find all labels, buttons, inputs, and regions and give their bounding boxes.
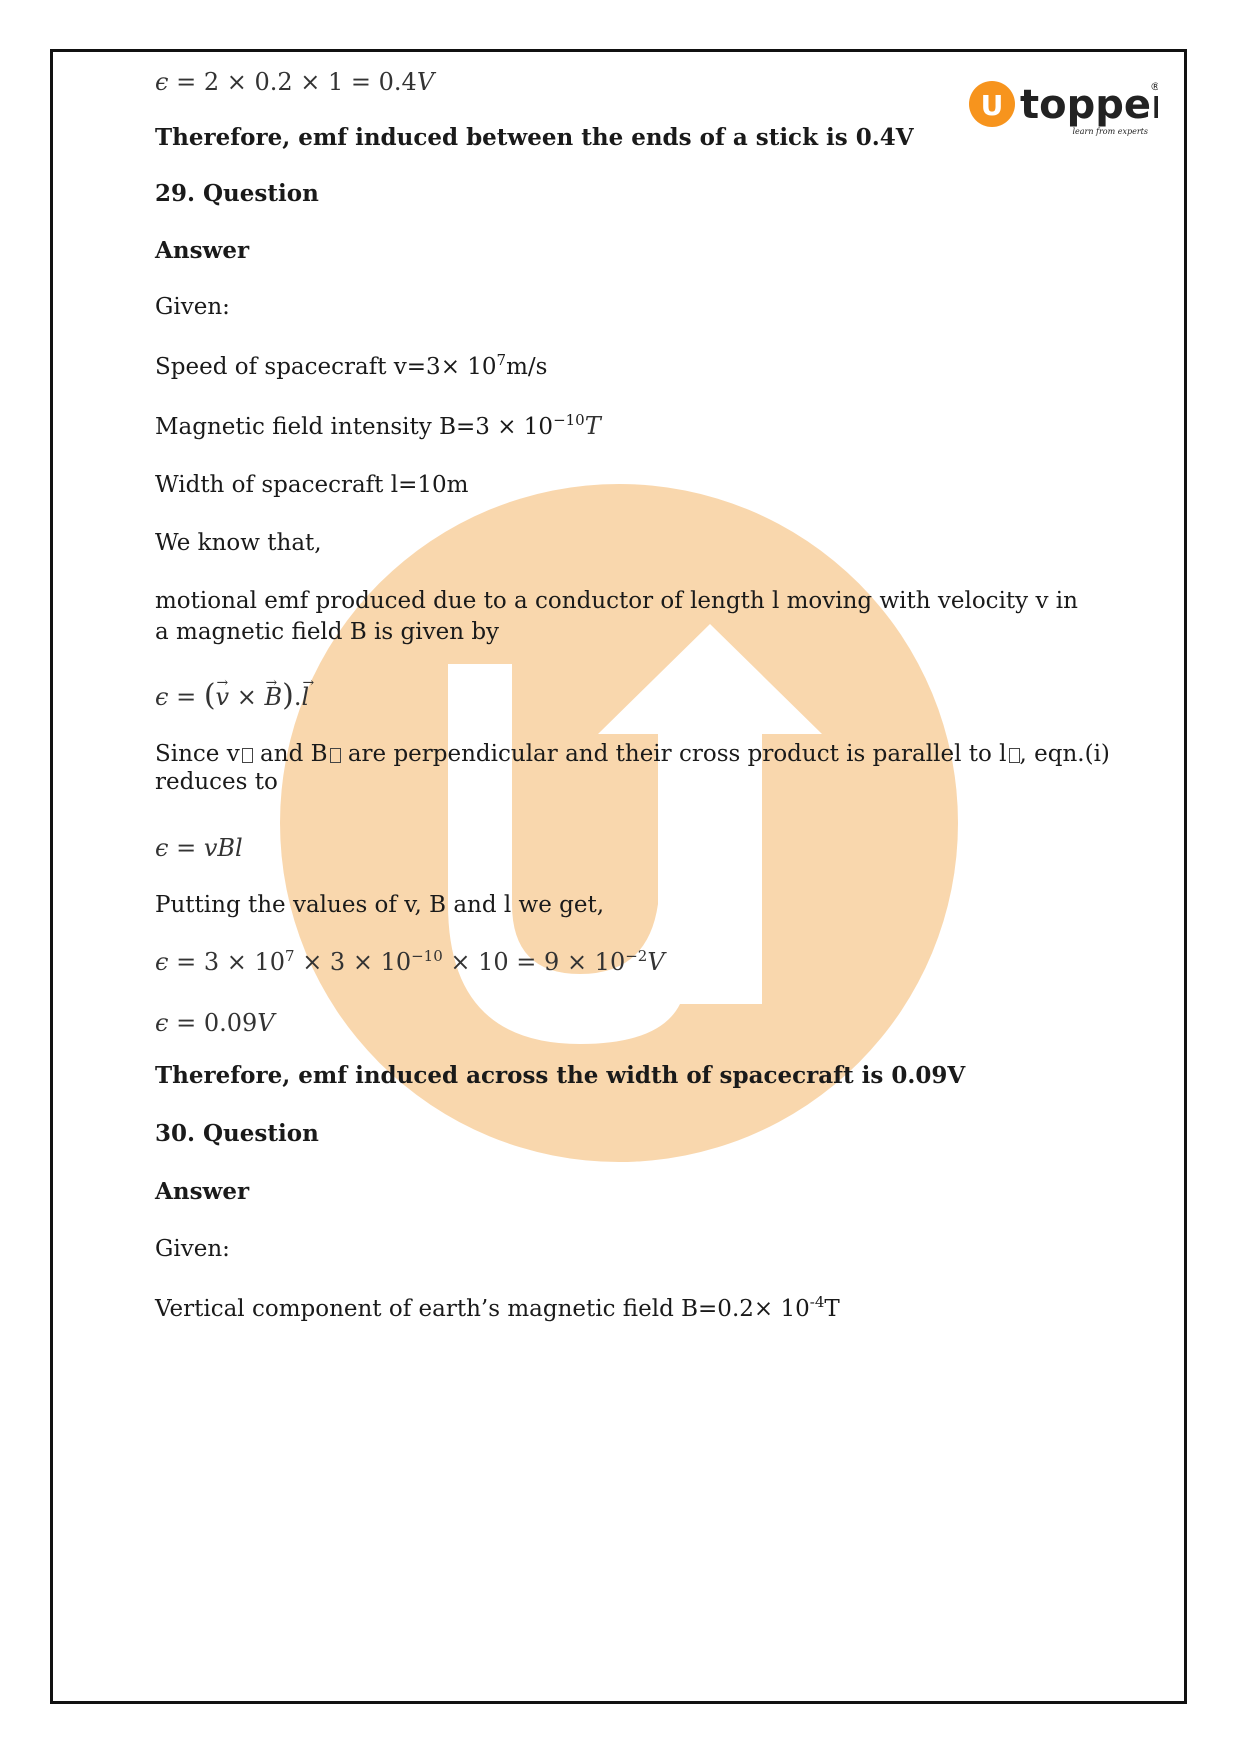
answer-29-heading: Answer xyxy=(155,237,250,264)
given-speed: Speed of spacecraft $v=3\times 10^7m/s$ xyxy=(155,351,548,380)
topper-logo-icon xyxy=(968,78,1158,142)
equation-result: ϵ = 0.09V xyxy=(155,1009,275,1037)
missing-glyph-icon xyxy=(242,748,253,763)
equation-vbl: ϵ = vBl xyxy=(155,834,243,862)
equation-cross-product: ϵ = (v → × B →).l → xyxy=(155,680,309,713)
given-vertical-component: Vertical component of earth’s magnetic field $B=0.2\times 10^{-4}T$ xyxy=(155,1293,840,1322)
we-know-that: We know that, xyxy=(155,530,322,556)
question-30-heading: 30. Question xyxy=(155,1120,319,1147)
svg-text:learn from experts: learn from experts xyxy=(1072,127,1148,136)
svg-text:topper: topper xyxy=(1020,82,1158,128)
given-width: Width of spacecraft l=10m xyxy=(155,472,469,498)
equation-calculation: $\epsilon = 3 \times 10^7 \times 3 \times 10^{-10} \times 10 = 9 \times 10^{-2}V$ xyxy=(155,947,665,976)
svg-text:U: U xyxy=(980,89,1004,122)
conclusion-spacecraft: Therefore, emf induced across the width of spacecraft is 0.09V xyxy=(155,1062,966,1089)
given-29-label: Given: xyxy=(155,294,230,320)
motional-emf-text: motional emf produced due to a conductor of length l moving with velocity v in a magnetic field B is given by xyxy=(155,588,1078,645)
since-text: Since v and B are perpendicular and their cross product is parallel to l , eqn.(i) xyxy=(155,741,1110,767)
missing-glyph-icon xyxy=(1009,748,1020,763)
given-field: Magnetic field intensity $B=3 \times 10^{-10}T$ xyxy=(155,411,601,440)
given-30-label: Given: xyxy=(155,1236,230,1262)
conclusion-stick: Therefore, emf induced between the ends of a stick is 0.4V xyxy=(155,124,914,151)
equation-emf-stick: ϵ = 2 × 0.2 × 1 = 0.4V xyxy=(155,68,435,96)
missing-glyph-icon xyxy=(330,748,341,763)
since-text-continued: reduces to xyxy=(155,769,278,795)
putting-values-text: Putting the values of v, B and l we get, xyxy=(155,892,605,918)
topper-logo xyxy=(968,78,1158,142)
svg-text:®: ® xyxy=(1150,80,1158,93)
question-29-heading: 29. Question xyxy=(155,180,319,207)
answer-30-heading: Answer xyxy=(155,1178,250,1205)
